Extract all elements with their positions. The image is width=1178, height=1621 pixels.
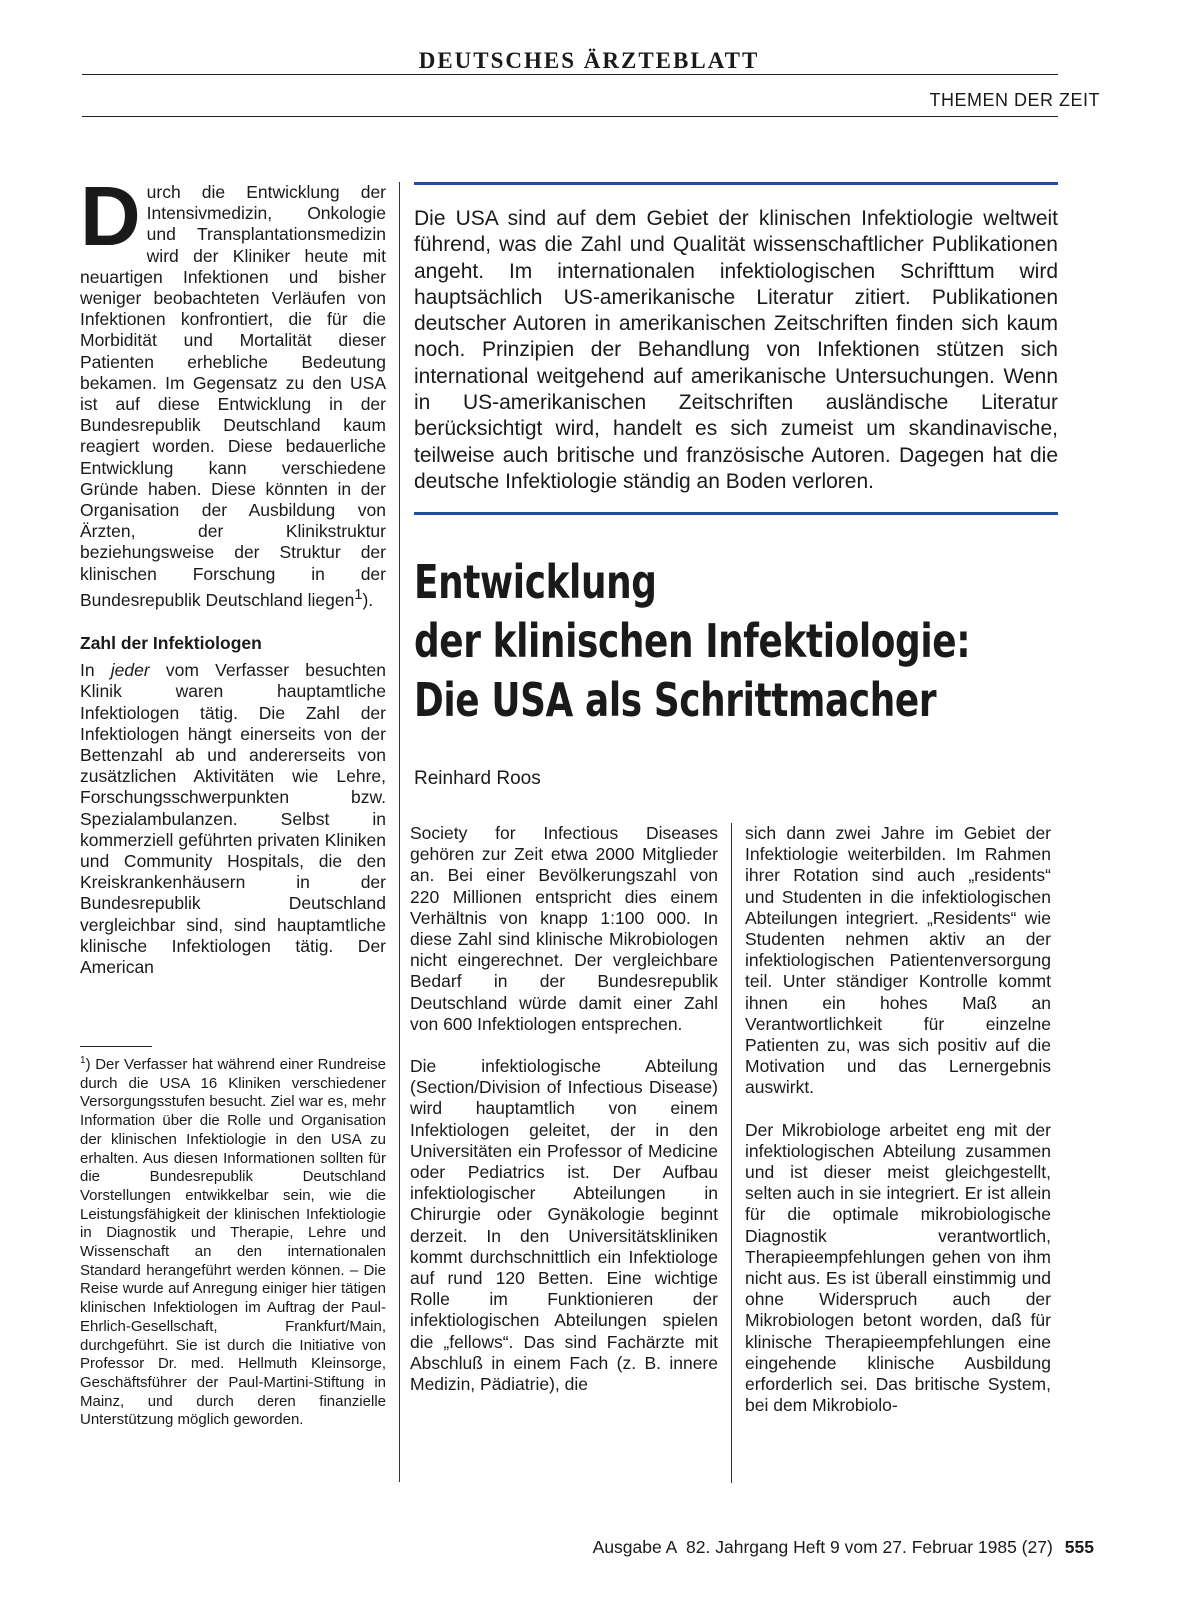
paragraph-2-start: In — [80, 660, 111, 681]
middle-paragraph-1: Society for Infectious Diseases gehören zur Zeit etwa 2000 Mitglieder an. Bei einer Bevölkerungszahl von 220 Millionen entspricht dies einem Verhältnis von knapp 1:100 000. In diese Zahl sind klinische Mikrobiologen nicht eingerechnet. Der vergleichbare Bedarf in der Bundesrepublik Deutschland würde damit einer Zahl von 600 Infektiologen entsprechen. — [410, 823, 718, 1034]
intro-paragraph — [80, 169, 386, 611]
right-paragraph-1: sich dann zwei Jahre im Gebiet der Infektiologie weiterbilden. Im Rahmen ihrer Rotation sind auch „residents“ und Studenten in die infektiologischen Abteilungen integriert. „Residents“ wie Studenten nehmen aktiv an der infektiologischen Patientenversorgung teil. Unter ständiger Kontrolle kommt ihnen ein hohes Maß an Verantwortlichkeit für einzelne Patienten zu, was sich positiv auf die Motivation und das Lernergebnis auswirkt. — [745, 823, 1051, 1098]
drop-cap: D — [80, 169, 141, 263]
paragraph-2-rest: vom Verfasser besuchten Klinik waren hauptamtliche Infektiologen tätig. Die Zahl der Infektiologen hängt einerseits von der Bettenzahl ab und andererseits von zusätzlichen Aktivitäten wie Lehre, Forschungsschwerpunkten bzw. Spezialambulanzen. Selbst in kommerziell geführten privaten Kliniken und Community Hospitals, die den Kreiskrankenhäusern in der Bundesrepublik Deutschland vergleichbar sind, sind hauptamtliche klinische Infektiologen tätig. Der American — [80, 660, 386, 977]
footnote-text: ) Der Verfasser hat während einer Rundreise durch die USA 16 Kliniken verschiedener Versorgungsstufen besucht. Ziel war es, mehr Information über die Rolle und Organisation der klinischen Infektiologie in den USA zu erhalten. Aus diesen Informationen sollten für die Bundesrepublik Deutschland Vorstellungen entwikkelbar sein, wie die Leistungsfähigkeit der klinischen Infektiologie in Diagnostik und Therapie, Lehre und Wissenschaft an den internationalen Standard herangeführt werden können. – Die Reise wurde auf Anregung einiger hier tätigen klinischen Infektiologen im Auftrag der Paul-Ehrlich-Gesellschaft, Frankfurt/Main, durchgeführt. Sie ist durch die Initiative von Professor Dr. med. Hellmuth Kleinsorge, Geschäftsführer der Paul-Martini-Stiftung in Mainz, und durch deren finanzielle Unterstützung möglich geworden. — [80, 1056, 386, 1429]
footnote-mark: 1 — [80, 1055, 86, 1066]
header-rule-top — [82, 74, 1058, 75]
title-line-3: Die USA als Schrittmacher — [414, 673, 937, 727]
intro-end: ). — [362, 589, 374, 610]
right-paragraph-2: Der Mikrobiologe arbeitet eng mit der infektiologischen Abteilung zusammen und ist dieser meist gleichgestellt, selten auch in sie integriert. Er ist allein für die optimale mikrobiologische Diagnostik verantwortlich, Therapieempfehlungen gehen von ihm nicht aus. Es ist überall einstimmig und ohne Widerspruch auch der Mikrobiologen betont worden, daß für klinische Therapieempfehlungen eine eingehende klinische Ausbildung erforderlich sei. Das britische System, bei dem Mikrobiolo- — [745, 1119, 1051, 1416]
middle-column — [410, 823, 718, 1395]
emphasis: jeder — [110, 660, 150, 681]
page-number: 555 — [1064, 1537, 1094, 1557]
paragraph-2 — [80, 660, 386, 978]
footnote-rule — [80, 1046, 152, 1047]
issue-info: Ausgabe A 82. Jahrgang Heft 9 vom 27. Februar 1985 (27) — [592, 1537, 1053, 1557]
lead-rule-top — [414, 182, 1058, 185]
author: Reinhard Roos — [414, 768, 541, 789]
middle-paragraph-2: Die infektiologische Abteilung (Section/Division of Infectious Disease) wird hauptamtlich von einem Infektiologen geleitet, der in den Universitäten ein Professor of Medicine oder Pediatrics ist. Der Aufbau infektiologischer Abteilungen in Chirurgie oder Gynäkologie beginnt derzeit. In den Universitätskliniken kommt durchschnittlich ein Infektiologe auf rund 120 Betten. Eine wichtige Rolle im Funktionieren der infektiologischen Abteilungen spielen die „fellows“. Das sind Fachärzte mit Abschluß in einem Fach (z. B. innere Medizin, Pädiatrie), die — [410, 1056, 718, 1395]
title-line-1: Entwicklung — [414, 555, 657, 609]
page-footer — [593, 1537, 1094, 1558]
column-divider-left — [399, 182, 400, 1482]
subheading: Zahl der Infektiologen — [80, 632, 262, 653]
masthead: DEUTSCHES ÄRZTEBLATT — [418, 48, 760, 73]
intro-text: urch die Entwicklung der Intensivmedizin, Onkologie und Transplantationsmedizin wird der Kliniker heute mit neuartigen Infektionen und bisher weniger beobachteten Verläufen von Infektionen konfrontiert, die für die Morbidität und Mortalität dieser Patienten erhebliche Bedeutung bekamen. Im Gegensatz zu den USA ist auf diese Entwicklung in der Bundesrepublik Deutschland kaum reagiert worden. Diese bedauerliche Entwicklung kann verschiedene Gründe haben. Diese könnten in der Organisation der Ausbildung von Ärzten, der Klinikstruktur beziehungsweise der Struktur der klinischen Forschung in der Bundesrepublik Deutschland liegen — [80, 182, 386, 610]
footnote-ref: 1 — [354, 586, 363, 603]
right-column — [745, 823, 1051, 1416]
footnote — [80, 1052, 386, 1430]
header-rule-bottom — [82, 116, 1058, 117]
lead-rule-bottom — [414, 512, 1058, 515]
left-column — [80, 169, 386, 978]
article-title — [414, 553, 1127, 730]
title-line-2: der klinischen Infektiologie: — [414, 614, 971, 668]
section-label: THEMEN DER ZEIT — [929, 90, 1100, 110]
column-divider-right — [731, 823, 732, 1483]
lead-paragraph: Die USA sind auf dem Gebiet der klinischen Infektiologie weltweit führend, was die Zahl und Qualität wissenschaftlicher Publikationen angeht. Im internationalen infektiologischen Schrifttum wird hauptsächlich US-amerikanische Literatur zitiert. Publikationen deutscher Autoren in amerikanischen Zeitschriften finden sich kaum noch. Prinzipien der Behandlung von Infektionen stützen sich international weitgehend auf amerikanische Untersuchungen. Wenn in US-amerikanischen Zeitschriften ausländische Literatur berücksichtigt wird, handelt es sich zumeist um skandinavische, teilweise auch britische und französische Autoren. Dagegen hat die deutsche Infektiologie ständig an Boden verloren. — [414, 207, 1058, 493]
